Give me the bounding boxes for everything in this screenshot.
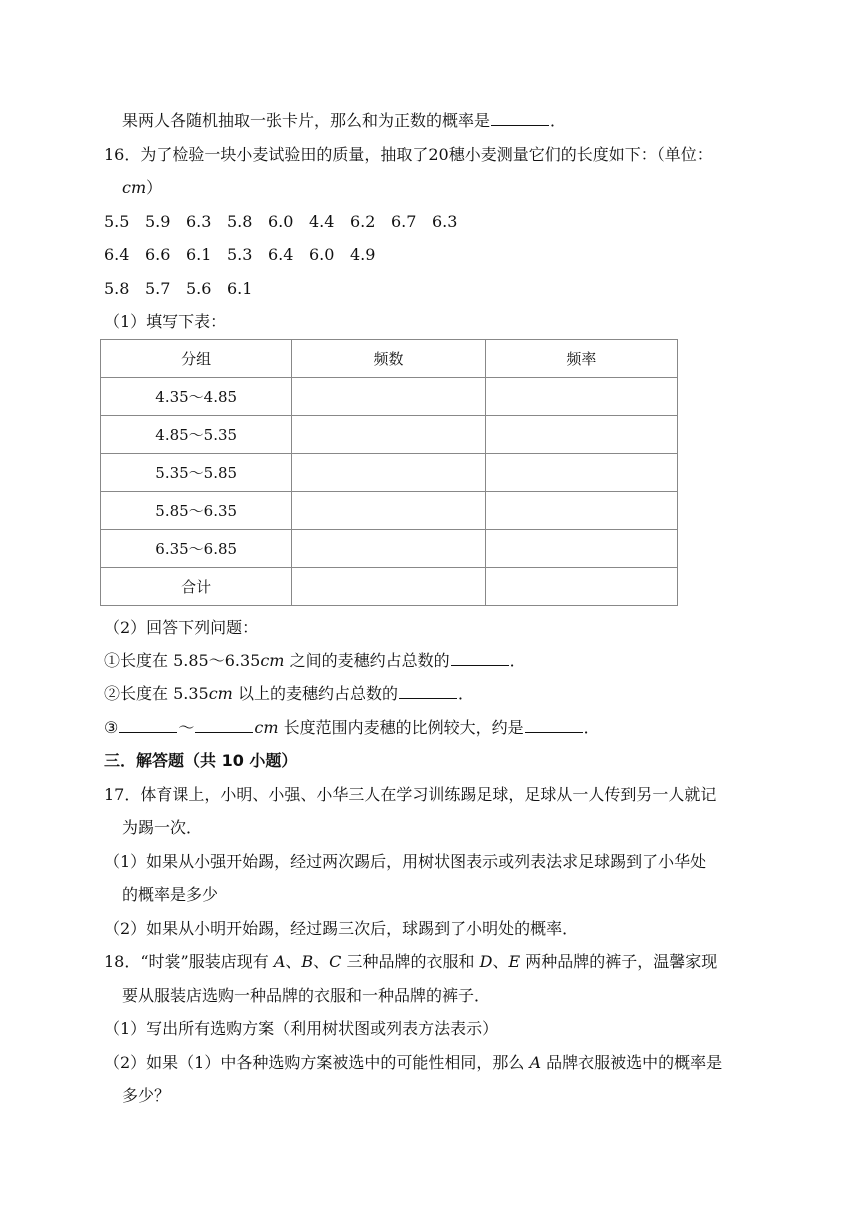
q16-sub1-end: ． [509,651,526,670]
q16-unit-close: ） [146,178,163,197]
q17-line1: 17．体育课上，小明、小强、小华三人在学习训练踢足球，足球从一人传到另一人就记 [104,785,717,804]
q18-sep: 、 [313,952,330,971]
data-value: 6.1 [186,245,212,264]
relative-frequency-cell[interactable] [485,378,677,416]
relative-frequency-cell[interactable] [485,454,677,492]
q16-question-line1: 16．为了检验一块小麦试验田的质量，抽取了20穗小麦测量它们的长度如下：（单位： [104,145,713,164]
q16-sub3-blank-high[interactable] [195,718,253,733]
q16-data-row-2 [104,244,391,266]
q16-sub2 [104,683,474,705]
brand-c: C [329,952,342,971]
q18-part2-line2: 多少？ [122,1086,171,1105]
q18-text: 三种品牌的衣服和 [341,952,480,971]
q18-sep: 、 [492,952,509,971]
q17-part2: （2）如果从小明开始踢，经过踢三次后，球踢到了小明处的概率． [104,919,579,938]
q16-sub2-unit: cm [208,684,233,703]
q18-line2: 要从服装店选购一种品牌的衣服和一种品牌的裤子． [122,986,491,1005]
q17-part1-line1: （1）如果从小强开始踢，经过两次踢后，用树状图表示或列表法求足球踢到了小华处 [104,852,707,871]
brand-b: B [301,952,314,971]
q16-sub1-blank[interactable] [451,651,509,666]
q17-part1-line2: 的概率是多少 [122,885,219,904]
brand-a: A [273,952,286,971]
frequency-cell[interactable] [292,378,485,416]
q17-line2: 为踢一次． [122,818,203,837]
group-cell: 4.85～5.35 [101,416,292,454]
q16-sub3-blank-ratio[interactable] [525,718,583,733]
total-label-cell: 合计 [101,568,292,606]
data-value: 6.6 [145,245,171,264]
q18-text: 两种品牌的裤子，温馨家现 [520,952,718,971]
q16-unit: cm [122,178,147,197]
data-value: 6.1 [227,279,253,298]
data-value: 6.3 [432,212,458,231]
q18-part2-text2: 品牌衣服被选中的概率是 [541,1053,723,1072]
q18-sep: 、 [285,952,302,971]
data-value: 5.8 [227,212,253,231]
table-header-row [101,340,678,378]
q18-part1: （1）写出所有选购方案（利用树状图或列表方法表示） [104,1019,499,1038]
table-row [101,416,678,454]
data-value: 5.5 [104,212,130,231]
table-row [101,378,678,416]
brand-d: D [479,952,493,971]
data-value: 6.0 [309,245,335,264]
q16-sub2-end: ． [457,684,474,703]
data-value: 6.4 [268,245,294,264]
q16-sub3-text: 长度范围内麦穗的比例较大，约是 [278,718,524,737]
frequency-cell[interactable] [292,530,485,568]
q16-question-line2 [122,177,162,199]
relative-frequency-cell[interactable] [485,530,677,568]
data-value: 5.9 [145,212,171,231]
q16-sub3 [104,717,600,739]
data-value: 4.4 [309,212,335,231]
q16-part2-label: （2）回答下列问题： [104,618,259,637]
q16-sub1 [104,650,526,672]
table-row [101,530,678,568]
section-heading: 三．解答题（共 10 小题） [104,751,298,770]
q16-sub3-end: ． [583,718,600,737]
q16-sub1-text2: 之间的麦穗约占总数的 [284,651,450,670]
frequency-cell[interactable] [292,416,485,454]
table-row [101,492,678,530]
relative-frequency-cell[interactable] [485,492,677,530]
q16-sub1-unit: cm [260,651,285,670]
q16-sub2-text: ②长度在 5.35 [104,684,209,703]
q16-sub3-tilde: ～ [178,718,195,737]
q16-data-row-3 [104,278,268,300]
relative-frequency-cell[interactable] [485,416,677,454]
frequency-table [100,339,678,606]
q15-tail-end: ． [550,111,567,130]
q16-sub3-marker: ③ [104,718,119,737]
group-cell: 5.35～5.85 [101,454,292,492]
q16-sub2-blank[interactable] [399,684,457,699]
data-value: 5.8 [104,279,130,298]
table-header-cell: 频数 [292,340,485,378]
q16-part1-label: （1）填写下表： [104,312,227,331]
frequency-cell[interactable] [292,454,485,492]
table-header-cell: 频率 [485,340,677,378]
data-value: 6.3 [186,212,212,231]
data-value: 6.4 [104,245,130,264]
group-cell: 5.85～6.35 [101,492,292,530]
q18-line1 [104,951,717,973]
data-value: 6.2 [350,212,376,231]
frequency-cell[interactable] [292,492,485,530]
q16-sub1-text: ①长度在 5.85～6.35 [104,651,261,670]
data-value: 5.6 [186,279,212,298]
q16-sub2-text2: 以上的麦穗约占总数的 [232,684,398,703]
data-value: 5.3 [227,245,253,264]
q16-data-row-1 [104,211,473,233]
data-value: 5.7 [145,279,171,298]
q15-tail-text: 果两人各随机抽取一张卡片，那么和为正数的概率是 [122,111,491,130]
data-value: 6.7 [391,212,417,231]
frequency-cell[interactable] [292,568,485,606]
q16-sub3-blank-low[interactable] [119,718,177,733]
table-total-row [101,568,678,606]
q18-text: 18．“时裳”服装店现有 [104,952,274,971]
group-cell: 6.35～6.85 [101,530,292,568]
q15-tail-line [122,110,566,132]
q18-part2-text: （2）如果（1）中各种选购方案被选中的可能性相同，那么 [104,1053,530,1072]
q18-part2-line1 [104,1052,722,1074]
q16-sub3-unit: cm [254,718,279,737]
table-row [101,454,678,492]
brand-e: E [508,952,521,971]
table-header-cell: 分组 [101,340,292,378]
group-cell: 4.35～4.85 [101,378,292,416]
data-value: 4.9 [350,245,376,264]
brand-a: A [529,1053,542,1072]
q15-answer-blank[interactable] [491,111,549,126]
relative-frequency-cell[interactable] [485,568,677,606]
data-value: 6.0 [268,212,294,231]
